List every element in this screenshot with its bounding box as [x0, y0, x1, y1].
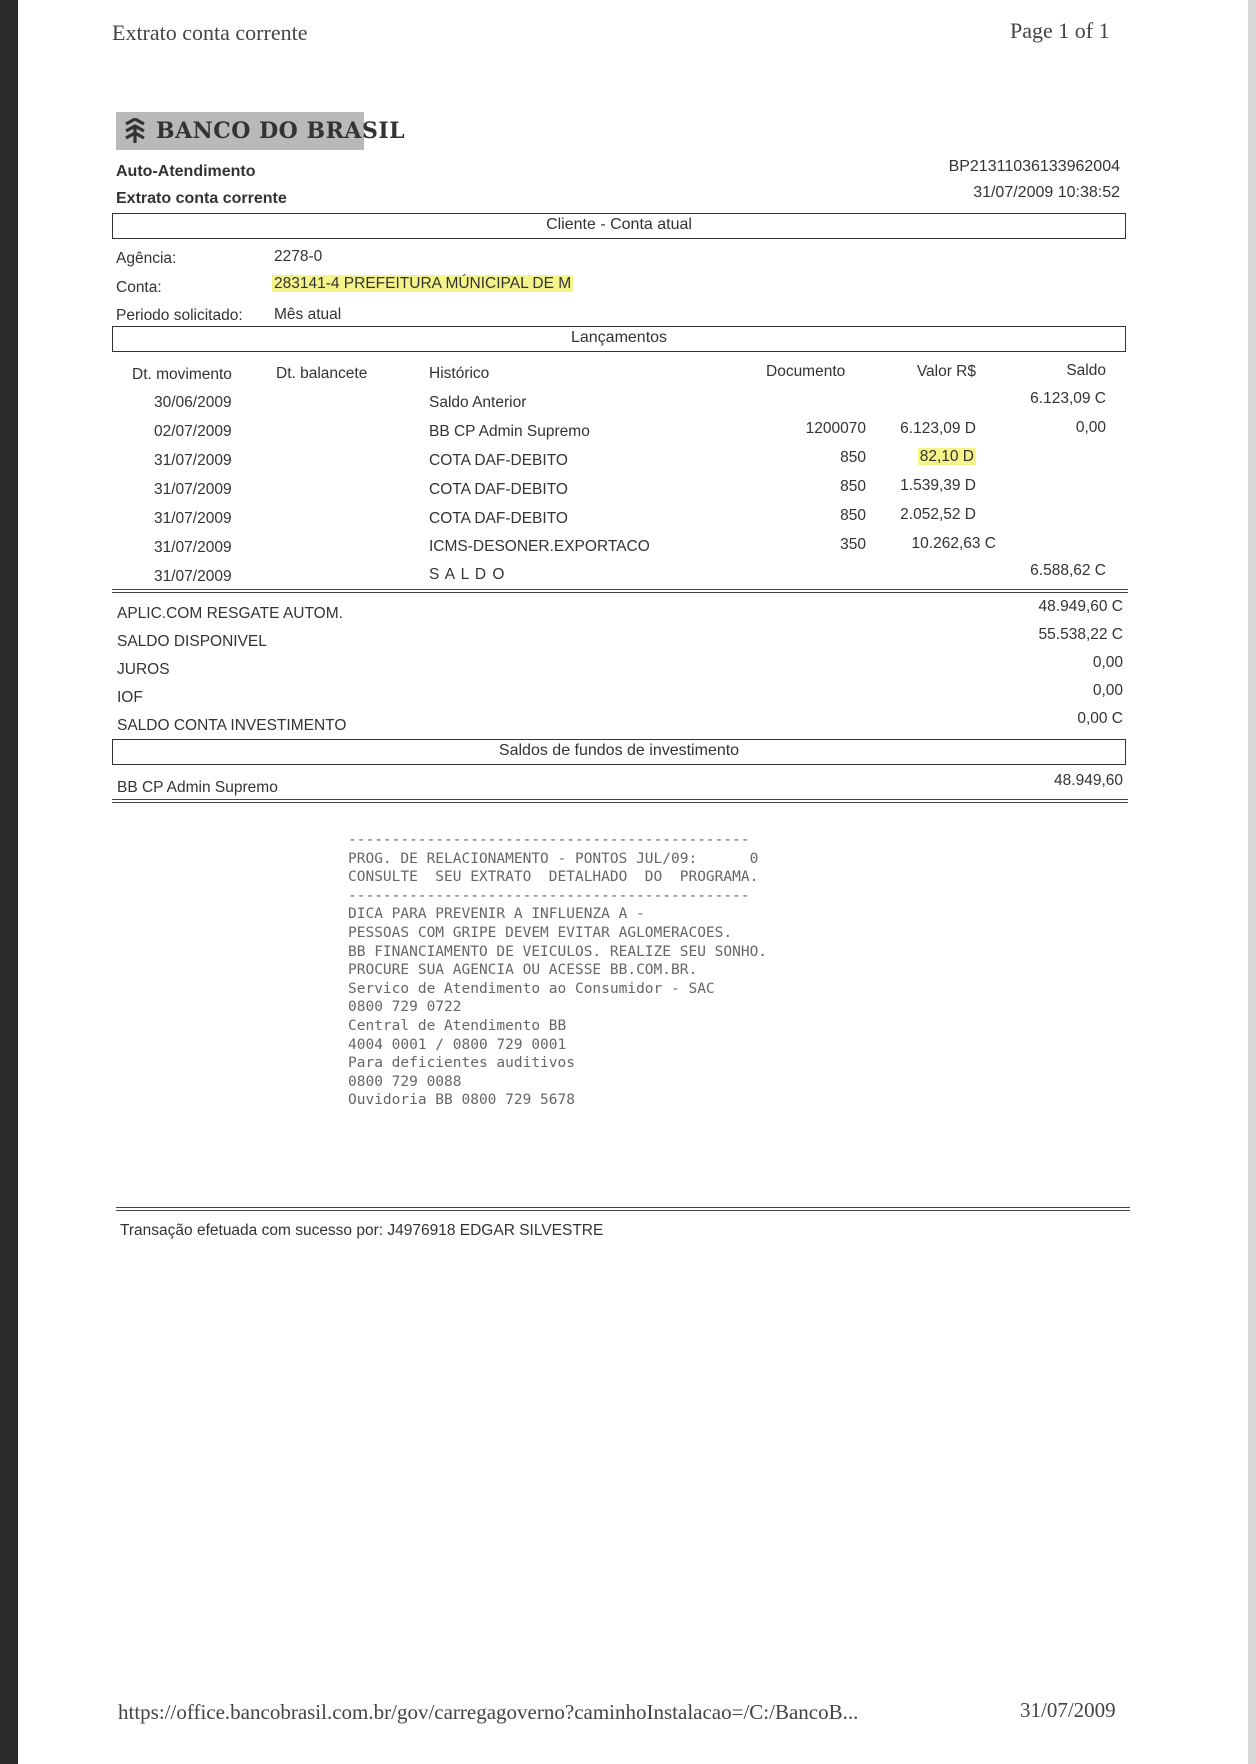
message-line: Ouvidoria BB 0800 729 5678	[348, 1092, 575, 1109]
row-historico: Saldo Anterior	[429, 394, 527, 411]
col-dt-balancete: Dt. balancete	[276, 365, 368, 382]
summary-value: 0,00	[1092, 682, 1123, 699]
row-dt: 31/07/2009	[154, 452, 232, 469]
auto-atendimento-label: Auto-Atendimento	[116, 163, 256, 180]
print-footer-date: 31/07/2009	[1020, 1698, 1116, 1722]
row-valor	[860, 448, 976, 466]
message-line: ----------------------------------------------	[348, 832, 750, 848]
col-valor: Valor R$	[916, 363, 976, 380]
row-dt: 02/07/2009	[154, 423, 232, 440]
row-valor-highlighted: 82,10 D	[919, 448, 974, 465]
col-historico: Histórico	[429, 365, 490, 382]
row-documento: 350	[840, 536, 866, 553]
message-line: Central de Atendimento BB	[348, 1017, 567, 1034]
summary-value: 55.538,22 C	[1038, 626, 1123, 643]
col-documento: Documento	[766, 363, 846, 380]
section-lancamentos-title: Lançamentos	[570, 329, 668, 346]
bb-logo-icon	[122, 118, 148, 144]
document-code: BP21311036133962004	[948, 158, 1120, 175]
table-separator	[112, 589, 1128, 593]
summary-label: IOF	[117, 689, 143, 706]
print-header-page: Page 1 of 1	[1010, 18, 1110, 43]
message-line: DICA PARA PREVENIR A INFLUENZA A -	[348, 906, 645, 923]
row-valor: 10.262,63 C	[911, 535, 996, 552]
print-footer-url: https://office.bancobrasil.com.br/gov/carregagoverno?caminhoInstalacao=/C:/BancoB...	[118, 1700, 859, 1724]
message-line: PROG. DE RELACIONAMENTO - PONTOS JUL/09: 0	[348, 850, 759, 867]
row-historico: COTA DAF-DEBITO	[429, 510, 568, 527]
col-saldo: Saldo	[1066, 362, 1106, 379]
row-valor: 2.052,52 D	[900, 506, 976, 523]
agencia-value: 2278-0	[274, 248, 323, 265]
fundo-label: BB CP Admin Supremo	[117, 779, 278, 796]
section-fundos-title: Saldos de fundos de investimento	[498, 742, 740, 759]
summary-label: JUROS	[117, 661, 170, 678]
row-historico: ICMS-DESONER.EXPORTACO	[429, 538, 650, 555]
print-header-title: Extrato conta corrente	[112, 20, 308, 45]
row-valor: 1.539,39 D	[900, 477, 976, 494]
bank-logo	[116, 112, 406, 150]
message-line: ----------------------------------------------	[348, 887, 750, 904]
section-lancamentos-header	[112, 326, 1126, 352]
conta-value	[272, 275, 573, 293]
fundo-value: 48.949,60	[1054, 772, 1123, 789]
scan-edge-left	[0, 0, 18, 1764]
row-historico: COTA DAF-DEBITO	[429, 481, 568, 498]
row-historico: COTA DAF-DEBITO	[429, 452, 568, 469]
message-line: PROCURE SUA AGENCIA OU ACESSE BB.COM.BR.	[348, 962, 698, 979]
scan-edge-right	[1248, 0, 1256, 1764]
row-saldo: 0,00	[1075, 419, 1106, 436]
summary-label: SALDO CONTA INVESTIMENTO	[117, 717, 347, 734]
message-line: 0800 729 0722	[348, 999, 462, 1016]
section-fundos-header	[112, 739, 1126, 765]
row-dt: 30/06/2009	[154, 394, 232, 411]
message-line: PESSOAS COM GRIPE DEVEM EVITAR AGLOMERACOES.	[348, 924, 733, 941]
row-historico: BB CP Admin Supremo	[429, 423, 590, 440]
row-dt: 31/07/2009	[154, 510, 232, 527]
row-saldo: 6.123,09 C	[1030, 390, 1106, 407]
section-cliente-title: Cliente - Conta atual	[546, 216, 692, 233]
section-cliente-header	[112, 213, 1126, 239]
row-historico: S A L D O	[429, 566, 506, 583]
row-documento: 850	[840, 507, 866, 524]
summary-value: 0,00	[1092, 654, 1123, 671]
periodo-label: Periodo solicitado:	[116, 307, 243, 324]
row-valor: 6.123,09 D	[900, 420, 976, 437]
message-line: Para deficientes auditivos	[348, 1055, 575, 1072]
row-documento: 850	[840, 449, 866, 466]
summary-label: APLIC.COM RESGATE AUTOM.	[117, 605, 343, 622]
message-line: Servico de Atendimento ao Consumidor - SAC	[348, 980, 715, 997]
row-dt: 31/07/2009	[154, 539, 232, 556]
row-documento: 850	[840, 478, 866, 495]
row-saldo: 6.588,62 C	[1030, 562, 1106, 579]
extrato-label: Extrato conta corrente	[116, 190, 287, 207]
message-line: CONSULTE SEU EXTRATO DETALHADO DO PROGRAMA.	[348, 869, 759, 886]
message-line: BB FINANCIAMENTO DE VEICULOS. REALIZE SEU SONHO.	[348, 943, 768, 960]
row-dt: 31/07/2009	[154, 481, 232, 498]
summary-value: 0,00 C	[1077, 710, 1123, 727]
transacao-text: Transação efetuada com sucesso por: J4976918 EDGAR SILVESTRE	[120, 1222, 604, 1239]
fundos-separator	[112, 799, 1128, 803]
summary-value: 48.949,60 C	[1038, 598, 1123, 615]
row-documento: 1200070	[805, 420, 866, 437]
agencia-label: Agência:	[116, 250, 177, 267]
messages-block	[348, 831, 767, 1110]
bank-logo-text: BANCO DO BRASIL	[156, 118, 406, 144]
transacao-separator	[116, 1207, 1130, 1211]
message-line: 0800 729 0088	[348, 1073, 462, 1090]
row-dt: 31/07/2009	[154, 568, 232, 585]
summary-label: SALDO DISPONIVEL	[117, 633, 267, 650]
conta-label: Conta:	[116, 279, 162, 296]
document-datetime: 31/07/2009 10:38:52	[973, 184, 1120, 201]
message-line: 4004 0001 / 0800 729 0001	[348, 1036, 567, 1053]
conta-value-text: 283141-4 PREFEITURA MÚNICIPAL DE M	[274, 275, 572, 292]
periodo-value: Mês atual	[274, 306, 342, 323]
col-dt-movimento: Dt. movimento	[132, 366, 232, 383]
